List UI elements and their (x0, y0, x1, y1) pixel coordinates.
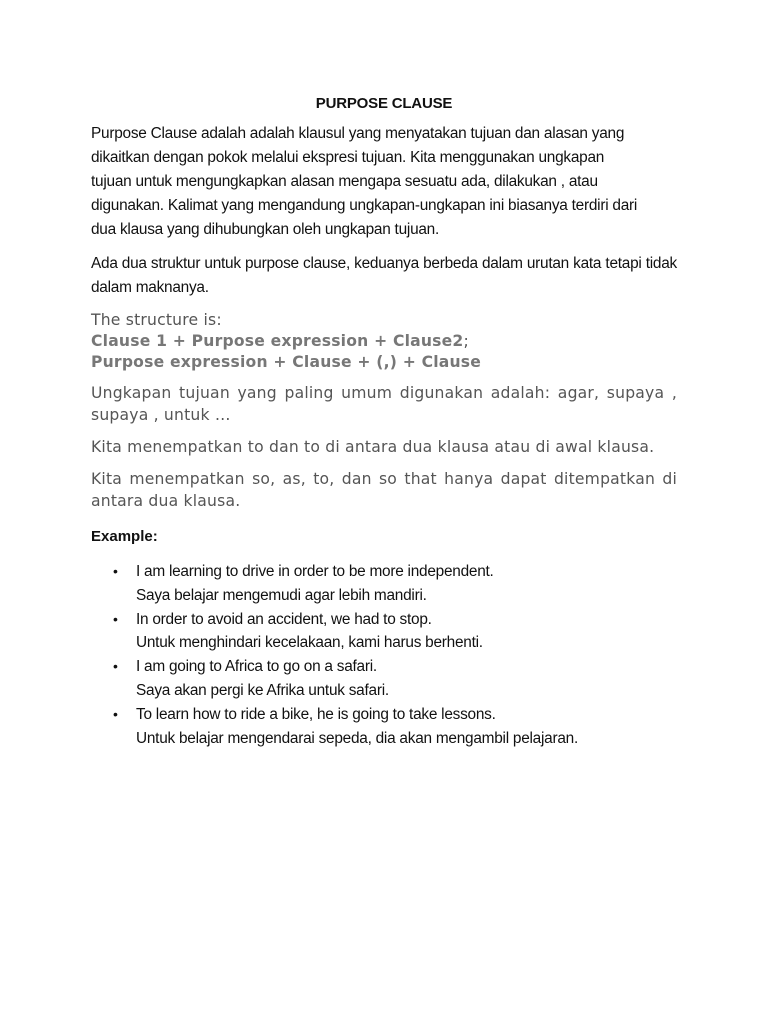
structure-formula-2: Purpose expression + Clause + (,) + Clause (91, 353, 482, 371)
example-indonesian: Untuk belajar mengendarai sepeda, dia akan mengambil pelajaran. (136, 729, 578, 747)
structure-paragraph: Ada dua struktur untuk purpose clause, keduanya berbeda dalam urutan kata tetapi tidak dalam maknanya. (91, 255, 677, 296)
placement-to-paragraph: Kita menempatkan to dan to di antara dua klausa atau di awal klausa. (91, 438, 655, 456)
structure-block (91, 310, 677, 373)
intro-paragraph-line: dikaitkan dengan pokok melalui ekspresi tujuan. Kita menggunakan ungkapan (91, 149, 605, 166)
placement-so-paragraph: Kita menempatkan so, as, to, dan so that hanya dapat ditempatkan di antara dua klausa. (91, 470, 677, 510)
list-item (91, 703, 677, 751)
intro-paragraph-line: dua klausa yang dihubungkan oleh ungkapan tujuan. (91, 221, 440, 238)
structure-formula-1 (91, 331, 677, 352)
example-english: I am learning to drive in order to be more independent. (136, 563, 494, 580)
example-heading: Example: (91, 528, 158, 545)
structure-intro: The structure is: (91, 311, 222, 329)
example-indonesian: Saya belajar mengemudi agar lebih mandiri. (136, 586, 427, 604)
example-list (91, 560, 677, 750)
list-item (91, 608, 677, 656)
intro-paragraph-line: Purpose Clause adalah adalah klausul yang menyatakan tujuan dan alasan yang (91, 125, 625, 142)
bullet-icon: • (113, 658, 118, 675)
bullet-icon: • (113, 705, 118, 722)
document-content (91, 93, 677, 750)
formula-1-suffix: ; (463, 332, 469, 350)
list-item (91, 655, 677, 703)
document-title: PURPOSE CLAUSE (315, 95, 453, 112)
list-item (91, 560, 677, 608)
example-english: In order to avoid an accident, we had to stop. (136, 610, 432, 628)
intro-paragraph-line: tujuan untuk mengungkapkan alasan mengapa sesuatu ada, dilakukan , atau (91, 173, 598, 190)
example-english: I am going to Africa to go on a safari. (136, 658, 377, 676)
formula-1-text: Clause 1 + Purpose expression + Clause2 (91, 332, 464, 350)
bullet-icon: • (113, 563, 118, 579)
intro-paragraph (91, 122, 677, 242)
bullet-icon: • (113, 610, 118, 627)
example-indonesian: Saya akan pergi ke Afrika untuk safari. (136, 681, 389, 699)
example-indonesian: Untuk menghindari kecelakaan, kami harus berhenti. (136, 634, 483, 652)
intro-paragraph-line: digunakan. Kalimat yang mengandung ungkapan-ungkapan ini biasanya terdiri dari (91, 197, 638, 214)
example-english: To learn how to ride a bike, he is going to take lessons. (136, 705, 496, 723)
common-expressions-paragraph: Ungkapan tujuan yang paling umum digunakan adalah: agar, supaya , supaya , untuk … (91, 384, 677, 424)
